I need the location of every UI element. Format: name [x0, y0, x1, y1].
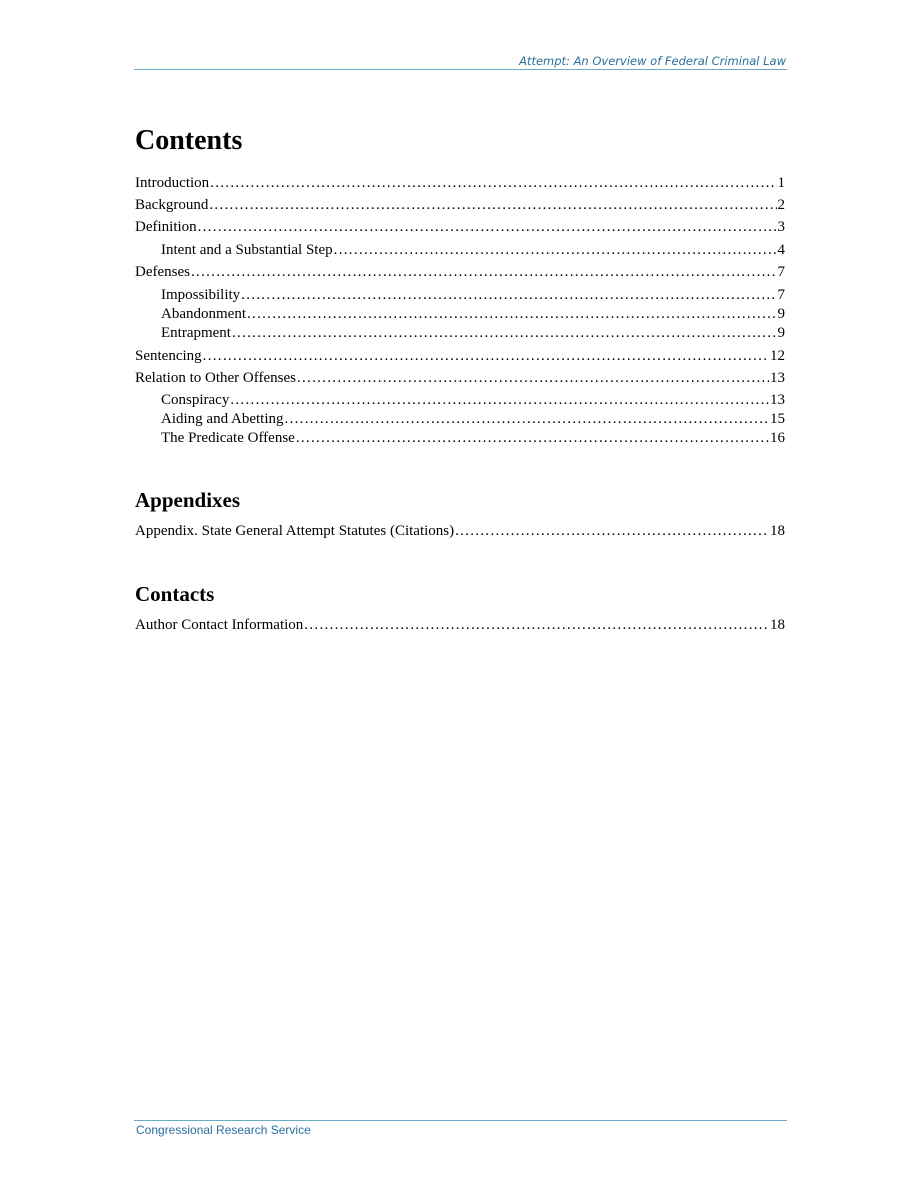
toc-entry-label: Introduction	[135, 175, 210, 191]
contents-heading: Contents	[135, 125, 243, 156]
toc-entry-page: 16	[770, 430, 785, 446]
dot-leader	[198, 218, 777, 237]
toc-entry-page: 9	[777, 325, 785, 341]
toc-entry-page: 3	[777, 219, 785, 235]
toc-entry-page: 15	[770, 411, 785, 427]
toc-entry[interactable]	[135, 263, 785, 282]
dot-leader	[232, 324, 777, 343]
toc-entry-label: Intent and a Substantial Step	[161, 242, 333, 258]
toc-entry-label: Relation to Other Offenses	[135, 370, 296, 386]
footer-divider	[134, 1120, 787, 1121]
toc-entry-page: 1	[777, 175, 785, 191]
dot-leader	[191, 263, 777, 282]
toc-entry-label: Background	[135, 197, 209, 213]
toc-entry-page: 13	[770, 370, 785, 386]
toc-entry-label: Abandonment	[161, 306, 246, 322]
dot-leader	[241, 286, 776, 305]
toc-subentry[interactable]	[161, 324, 785, 343]
toc-entry-page: 13	[770, 392, 785, 408]
toc-subentry[interactable]	[161, 429, 785, 448]
header-divider	[134, 69, 787, 70]
toc-entry-label: Defenses	[135, 264, 190, 280]
dot-leader	[297, 369, 769, 388]
dot-leader	[230, 391, 769, 410]
toc-entry-label: Conspiracy	[161, 392, 230, 408]
toc-entry-page: 2	[777, 197, 785, 213]
toc-entry-label: Entrapment	[161, 325, 231, 341]
toc-subentry[interactable]	[161, 391, 785, 410]
toc-entry-page: 7	[777, 264, 785, 280]
toc-entry-page: 9	[777, 306, 785, 322]
toc-entry[interactable]	[135, 369, 785, 388]
dot-leader	[203, 347, 769, 366]
dot-leader	[285, 410, 770, 429]
toc-entry[interactable]	[135, 522, 785, 541]
toc-subentry[interactable]	[161, 241, 785, 260]
toc-entry-page: 7	[777, 287, 785, 303]
toc-entry-label: The Predicate Offense	[161, 430, 295, 446]
contacts-heading: Contacts	[135, 582, 215, 606]
dot-leader	[334, 241, 777, 260]
toc-subentry[interactable]	[161, 410, 785, 429]
dot-leader	[304, 616, 769, 635]
toc-entry[interactable]	[135, 196, 785, 215]
toc-subentry[interactable]	[161, 286, 785, 305]
toc-entry-page: 18	[770, 617, 785, 633]
appendixes-heading: Appendixes	[135, 488, 241, 512]
running-header-title: Attempt: An Overview of Federal Criminal Law	[519, 54, 786, 68]
toc-entry-label: Appendix. State General Attempt Statutes (Citations)	[135, 523, 455, 539]
toc-entry-label: Aiding and Abetting	[161, 411, 284, 427]
toc-subentry[interactable]	[161, 305, 785, 324]
footer-organization: Congressional Research Service	[136, 1123, 311, 1137]
toc-entry-label: Definition	[135, 219, 197, 235]
toc-entry-label: Sentencing	[135, 348, 202, 364]
dot-leader	[455, 522, 769, 541]
dot-leader	[209, 196, 776, 215]
toc-entry-page: 18	[770, 523, 785, 539]
dot-leader	[296, 429, 769, 448]
toc-entry[interactable]	[135, 616, 785, 635]
dot-leader	[247, 305, 777, 324]
toc-entry-page: 12	[770, 348, 785, 364]
toc-entry[interactable]	[135, 174, 785, 193]
toc-entry[interactable]	[135, 218, 785, 237]
toc-entry[interactable]	[135, 347, 785, 366]
toc-entry-page: 4	[777, 242, 785, 258]
dot-leader	[210, 174, 776, 193]
toc-entry-label: Author Contact Information	[135, 617, 304, 633]
toc-entry-label: Impossibility	[161, 287, 241, 303]
